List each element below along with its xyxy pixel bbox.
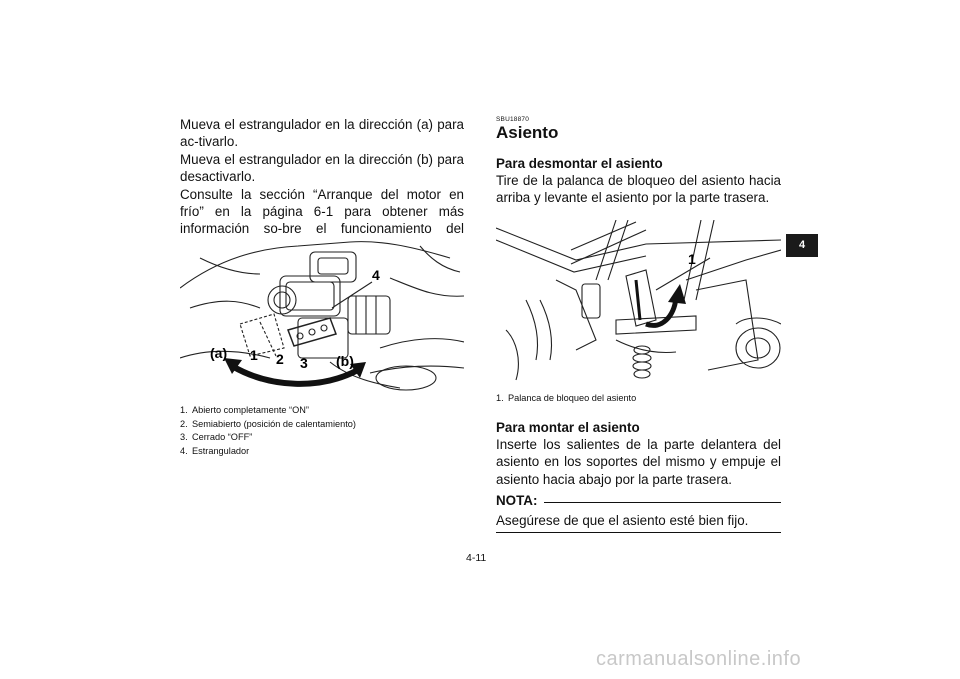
caption-number: 2.: [180, 418, 188, 429]
caption-text: Palanca de bloqueo del asiento: [508, 393, 637, 403]
right-column: [496, 116, 781, 207]
seat-captions: [496, 392, 781, 406]
figure-label-4: 4: [372, 267, 380, 283]
caption-text: Cerrado “OFF”: [192, 432, 253, 443]
figure-label-3: 3: [300, 355, 308, 371]
caption-item: [180, 431, 464, 445]
caption-text: Estrangulador: [192, 445, 250, 456]
choke-on-text: Mueva el estrangulador en la dirección (a) para ac-tivarlo.: [180, 117, 464, 150]
remove-seat-heading: Para desmontar el asiento: [496, 156, 663, 171]
choke-off-text: Mueva el estrangulador en la dirección (b) para desactivarlo.: [180, 151, 464, 185]
figure-label-1: 1: [688, 251, 696, 267]
figure-label-1: 1: [250, 347, 258, 363]
seat-lock-figure: [496, 220, 781, 386]
section-code: SBU18870: [496, 116, 530, 123]
caption-number: 1.: [180, 405, 188, 415]
install-seat-heading: Para montar el asiento: [496, 420, 640, 435]
note-box: [496, 492, 781, 536]
section-title: Asiento: [496, 123, 559, 142]
note-text: Asegúrese de que el asiento esté bien fijo.: [496, 513, 749, 528]
seat-lock-illustration: [496, 220, 781, 386]
choke-figure: [180, 238, 464, 396]
caption-text: Semiabierto (posición de calentamiento): [192, 418, 356, 429]
cold-start-reference-text: Consulte la sección “Arranque del motor en frío” en la página 6-1 para obtener más información so-bre el funcionamiento del: [180, 186, 464, 237]
caption-item: [180, 445, 464, 459]
choke-captions: [180, 404, 464, 458]
note-bottom-rule: [496, 532, 781, 533]
choke-illustration: [180, 238, 464, 396]
caption-item: [180, 418, 464, 432]
caption-item: [496, 392, 781, 406]
caption-text: Abierto completamente “ON”: [192, 405, 309, 415]
install-seat-section: [496, 420, 781, 488]
caption-item: [180, 404, 464, 418]
caption-number: 3.: [180, 432, 188, 443]
remove-seat-text: Tire de la palanca de bloqueo del asiento hacia arriba y levante el asiento por la parte trasera.: [496, 173, 781, 206]
chapter-tab: 4: [786, 234, 818, 257]
figure-label-b: (b): [336, 353, 354, 369]
left-column: [180, 116, 464, 255]
caption-number: 1.: [496, 393, 504, 403]
watermark: carmanualsonline.info: [596, 648, 802, 670]
note-top-rule: [544, 502, 781, 503]
figure-label-a: (a): [210, 345, 228, 361]
install-seat-text: Inserte los salientes de la parte delantera del asiento en los soportes del mismo y empuje el asiento hacia abajo por la parte trasera.: [496, 437, 781, 487]
note-title: NOTA:: [496, 493, 538, 508]
caption-number: 4.: [180, 445, 188, 456]
figure-label-2: 2: [276, 351, 284, 367]
page-number: 4-11: [466, 552, 487, 564]
